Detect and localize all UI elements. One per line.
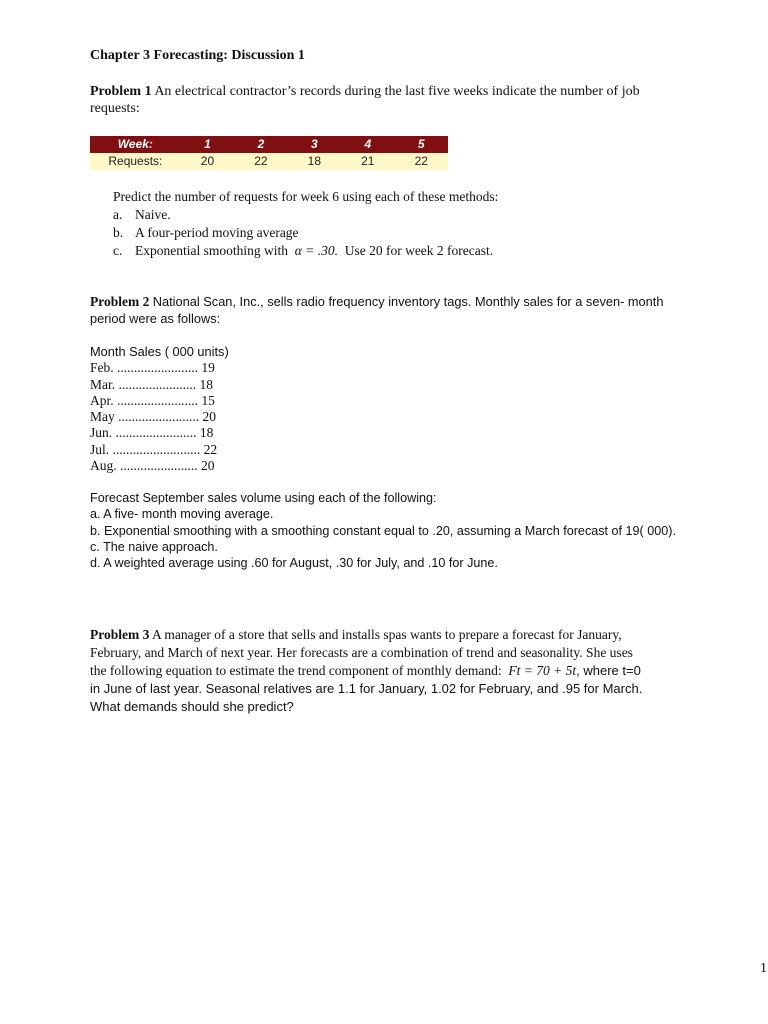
- list-item: [113, 224, 633, 242]
- forecast-intro: Forecast September sales volume using each of the following:: [90, 491, 437, 505]
- problem-1-text: An electrical contractor’s records during the last five weeks indicate the number of job requests:: [90, 84, 640, 116]
- requests-cell: 20: [181, 153, 234, 170]
- problem-3-text: A manager of a store that sells and installs spas wants to prepare a forecast for January, February, and March of next year. Her forecasts are a combination of trend and seasonality. She uses the following equation to estimate the trend component of monthly demand:: [90, 627, 633, 678]
- trend-equation: Ft = 70 + 5t: [508, 663, 577, 678]
- requests-cell: 21: [341, 153, 394, 170]
- alpha-formula: α = .30.: [294, 243, 338, 258]
- requests-cell: 22: [395, 153, 449, 170]
- requests-row: [90, 153, 448, 170]
- week-cell: 4: [341, 136, 394, 153]
- problem-1-label: Problem 1: [90, 84, 152, 99]
- problem-1-prompt: Predict the number of requests for week 6 using each of these methods:: [113, 189, 499, 204]
- forecast-item: c. The naive approach.: [90, 539, 218, 554]
- sales-row: Jun. ........................ 18: [90, 425, 214, 441]
- week-cell: 2: [234, 136, 287, 153]
- list-item: [113, 242, 633, 260]
- list-marker: c.: [113, 243, 123, 258]
- page-title: Chapter 3 Forecasting: Discussion 1: [90, 48, 305, 63]
- problem-1-methods: [113, 188, 633, 260]
- forecast-item: b. Exponential smoothing with a smoothing constant equal to .20, assuming a March forecast of 19( 000).: [90, 523, 676, 538]
- sales-row: Apr. ........................ 15: [90, 392, 215, 408]
- sales-row: May ........................ 20: [90, 409, 216, 425]
- list-item-text-before: Exponential smoothing with: [135, 243, 288, 258]
- job-requests-table: [90, 136, 448, 170]
- sales-row: Feb. ........................ 19: [90, 360, 215, 376]
- list-item-text: Naive.: [135, 207, 171, 222]
- list-item-text-after: Use 20 for week 2 forecast.: [344, 243, 494, 258]
- sales-header: Month Sales ( 000 units): [90, 344, 229, 359]
- sales-row: Mar. ....................... 18: [90, 376, 213, 392]
- forecast-instructions: [90, 490, 690, 571]
- problem-3-label: Problem 3: [90, 627, 150, 642]
- list-marker: a.: [113, 207, 123, 222]
- list-item: [113, 206, 633, 224]
- problem-2-label: Problem 2: [90, 294, 150, 309]
- week-cell: 3: [288, 136, 341, 153]
- requests-cell: 18: [288, 153, 341, 170]
- list-item-text: [135, 242, 493, 260]
- document-page: [90, 0, 767, 1024]
- requests-label: Requests:: [90, 153, 181, 170]
- problem-2-paragraph: [90, 294, 675, 327]
- problem-3-paragraph: [90, 626, 650, 716]
- problem-3-text-after: , where t=0 in June of last year. Seasonal relatives are 1.1 for January, 1.02 for February, and .95 for March. What demands should she predict?: [90, 663, 643, 714]
- week-cell: 1: [181, 136, 234, 153]
- sales-row: Aug. ....................... 20: [90, 458, 215, 474]
- week-label: Week:: [90, 136, 181, 153]
- forecast-item: a. A five- month moving average.: [90, 507, 274, 522]
- problem-2-text: National Scan, Inc., sells radio frequency inventory tags. Monthly sales for a seven- month period were as follows:: [90, 294, 664, 326]
- monthly-sales-list: [90, 344, 390, 474]
- requests-cell: 22: [234, 153, 287, 170]
- problem-1-paragraph: [90, 83, 670, 117]
- page-number: 1: [760, 961, 767, 976]
- sales-row: Jul. .......................... 22: [90, 441, 218, 457]
- forecast-item: d. A weighted average using .60 for August, .30 for July, and .10 for June.: [90, 556, 498, 571]
- list-item-text: A four-period moving average: [135, 225, 299, 240]
- week-cell: 5: [395, 136, 449, 153]
- list-marker: b.: [113, 225, 124, 240]
- week-row: [90, 136, 448, 153]
